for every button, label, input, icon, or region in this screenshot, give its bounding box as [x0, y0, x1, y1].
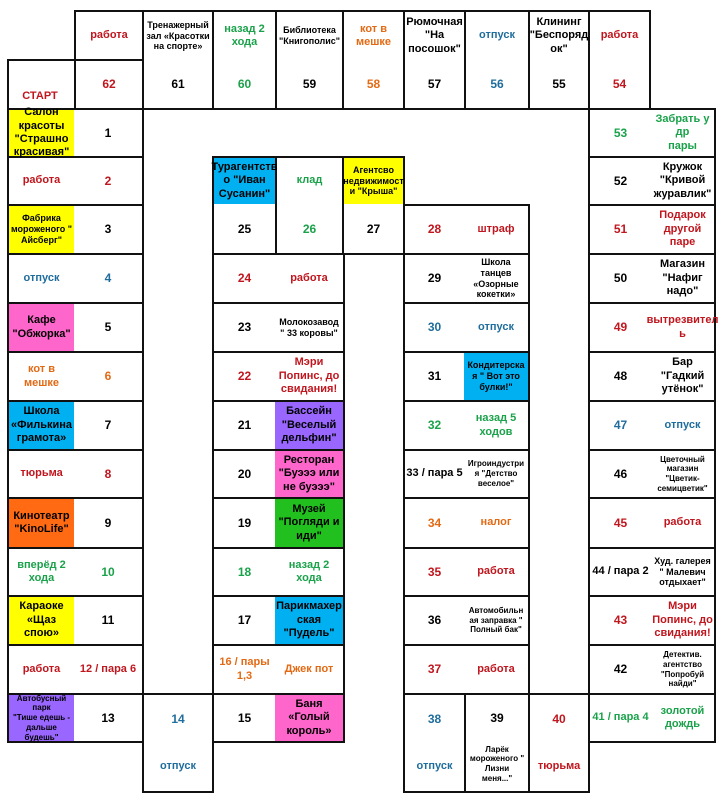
- cell-55-label: Клининг "Беспоряд ок": [529, 15, 589, 55]
- cell-10-number: 10: [101, 564, 115, 579]
- cell-44-number: 44 / пара 2: [592, 565, 649, 578]
- cell-58-number: 58: [366, 76, 381, 91]
- cell-44-label: Худ. галерея " Малевич отдыхает": [654, 555, 711, 588]
- cell-56-number: 56: [490, 76, 504, 91]
- cell-29-label: Школа танцев «Озорные кокетки»: [473, 256, 519, 300]
- cell-34-label: налог: [480, 516, 512, 529]
- cell-2-label: работа: [22, 174, 61, 187]
- cell-61-label: Тренажерный зал «Красотки на спорте»: [146, 19, 210, 52]
- cell-9-number: 9: [104, 515, 112, 530]
- cell-33-label: Игроиндустри я "Детство веселое": [467, 459, 525, 488]
- cell-49-number: 49: [613, 320, 628, 335]
- cell-48-label: Бар "Гадкий утёнок": [660, 356, 705, 396]
- cell-15-number: 15: [237, 710, 252, 725]
- cell-11-number: 11: [101, 613, 115, 628]
- cell-62-label: работа: [90, 29, 128, 42]
- cell-32-label: назад 5 ходов: [475, 412, 517, 438]
- cell-47-number: 47: [613, 418, 628, 433]
- cell-5-number: 5: [104, 320, 112, 335]
- cell-23-label: Молокозавод " 33 коровы": [279, 316, 339, 338]
- cell-23-number: 23: [237, 320, 252, 335]
- cell-46-number: 46: [613, 466, 628, 481]
- cell-56-label: отпуск: [479, 29, 515, 42]
- cell-24-label: работа: [290, 271, 328, 284]
- cell-59-label: Библиотека "Книгополис": [278, 25, 341, 46]
- cell-14-number: 14: [171, 711, 185, 726]
- cell-41-label: золотой дождь: [660, 704, 705, 730]
- cell-41-number: 41 / пара 4: [592, 711, 649, 724]
- cell-53-label: Забрать у др пары: [655, 112, 710, 152]
- cell-45-number: 45: [613, 515, 628, 530]
- cell-47-label: отпуск: [664, 418, 701, 431]
- cell-36-label: Автомобильн ая заправка " Полный бак": [468, 605, 524, 635]
- cell-17-label: Парикмахер ская "Пудель": [275, 597, 343, 644]
- cell-39-number: 39: [490, 710, 504, 725]
- cell-58-label: кот в мешке: [355, 22, 392, 48]
- cell-24-number: 24: [237, 271, 252, 286]
- cell-29-number: 29: [427, 271, 442, 286]
- cell-25-number: 25: [237, 222, 252, 237]
- cell-30-number: 30: [427, 320, 442, 335]
- cell-27-label: Агентсво недвижимост и "Крыша": [344, 158, 403, 204]
- cell-26-number: 26: [302, 222, 317, 237]
- cell-52-number: 52: [613, 173, 628, 188]
- cell-48-number: 48: [613, 369, 628, 384]
- cell-61-number: 61: [171, 76, 185, 91]
- cell-28-label: штраф: [477, 222, 515, 235]
- cell-60-label: назад 2 хода: [224, 22, 265, 48]
- cell-19-number: 19: [237, 515, 252, 530]
- cell-6-label: кот в мешке: [23, 363, 60, 389]
- cell-33-number: 33 / пара 5: [406, 467, 463, 480]
- cell-28-number: 28: [427, 222, 442, 237]
- cell-13-number: 13: [101, 710, 115, 725]
- cell-19-label: Музей "Погляди и иди": [275, 499, 343, 547]
- cell-21-label: Бассейн "Веселый дельфин": [275, 402, 343, 449]
- cell-6-number: 6: [104, 369, 112, 384]
- cell-40-number: 40: [552, 711, 566, 726]
- cell-11-label: Караоке «Щаз спою»: [9, 597, 74, 644]
- cell-1-number: 1: [104, 125, 112, 140]
- cell-26-label: клад: [296, 174, 323, 187]
- cell-49-label: вытрезвител ь: [646, 314, 719, 340]
- cell-34-number: 34: [427, 515, 442, 530]
- cell-51-label: Подарок другой паре: [659, 209, 706, 249]
- cell-57-label: Рюмочная "На посошок": [406, 15, 463, 55]
- cell-37-label: работа: [477, 662, 515, 675]
- cell-3-label: Фабрика мороженого " Айсберг": [9, 206, 74, 253]
- cell-16-number: 16 / пары 1,3: [219, 656, 270, 682]
- cell-31-label: Кондитерска я " Вот это булки!": [464, 353, 528, 400]
- cell-20-number: 20: [237, 466, 252, 481]
- cell-14-label: отпуск: [160, 760, 196, 773]
- cell-43-label: Мэри Попинс, до свидания!: [652, 600, 713, 640]
- cell-4-label: отпуск: [23, 271, 60, 284]
- cell-54-number: 54: [612, 76, 627, 91]
- cell-38-number: 38: [427, 711, 442, 726]
- cell-8-number: 8: [104, 466, 112, 481]
- cell-59-number: 59: [302, 76, 317, 91]
- cell-5-label: Кафе "Обжорка": [9, 304, 74, 351]
- cell-37-number: 37: [427, 662, 442, 677]
- cell-30-label: отпуск: [478, 320, 514, 333]
- cell-15-label: Баня «Голый король»: [275, 695, 343, 741]
- start-label: СТАРТ: [22, 90, 58, 103]
- cell-42-label: Детектив. агентство "Попробуй найди": [660, 650, 705, 689]
- cell-45-label: работа: [663, 516, 702, 529]
- cell-22-number: 22: [237, 369, 252, 384]
- cell-22-label: Мэри Попинс, до свидания!: [278, 356, 340, 396]
- cell-7-label: Школа «Филькина грамота»: [9, 402, 74, 449]
- cell-60-number: 60: [237, 76, 252, 91]
- cell-4-number: 4: [104, 271, 112, 286]
- cell-27-number: 27: [366, 222, 381, 237]
- cell-35-label: работа: [477, 565, 515, 578]
- cell-31-number: 31: [427, 369, 442, 384]
- cell-10-label: вперёд 2 хода: [17, 558, 66, 584]
- cell-7-number: 7: [104, 418, 112, 433]
- cell-55-number: 55: [552, 76, 566, 91]
- cell-53-number: 53: [613, 125, 628, 140]
- cell-57-number: 57: [427, 76, 442, 91]
- cell-20-label: Ресторан "Буэээ или не буэээ": [275, 451, 343, 497]
- cell-46-label: Цветочный магазин "Цветик- семицветик": [657, 454, 708, 493]
- cell-36-number: 36: [427, 613, 442, 628]
- cell-50-number: 50: [613, 271, 628, 286]
- cell-12-number: 12 / пара 6: [79, 662, 137, 675]
- cell-38-label: отпуск: [416, 760, 453, 773]
- cell-51-number: 51: [613, 222, 628, 237]
- cell-18-label: назад 2 хода: [288, 558, 330, 584]
- cell-18-number: 18: [237, 564, 252, 579]
- cell-42-number: 42: [613, 662, 628, 677]
- cell-12-label: работа: [22, 662, 61, 675]
- cell-62-number: 62: [102, 76, 116, 91]
- cell-43-number: 43: [613, 613, 628, 628]
- cell-54-label: работа: [600, 29, 639, 42]
- cell-16-label: Джек пот: [284, 662, 334, 675]
- cell-9-label: Кинотеатр "KinoLife": [9, 499, 74, 547]
- cell-40-label: тюрьма: [537, 760, 581, 773]
- cell-1-label: Салон красоты "Страшно красивая": [9, 110, 74, 156]
- cell-25-label: Турагентств о "Иван Сусанин": [214, 158, 275, 204]
- cell-13-label: Автобусный парк "Тише едешь - дальше будешь": [9, 695, 74, 741]
- cell-3-number: 3: [104, 222, 112, 237]
- cell-8-label: тюрьма: [20, 467, 63, 480]
- cell-17-number: 17: [237, 613, 252, 628]
- cell-50-label: Магазин "Нафиг надо": [659, 258, 706, 298]
- cell-35-number: 35: [427, 564, 442, 579]
- cell-2-number: 2: [104, 173, 112, 188]
- cell-21-number: 21: [237, 418, 252, 433]
- cell-52-label: Кружок "Кривой журавлик": [653, 160, 712, 200]
- cell-39-label: Ларёк мороженого " Лизни меня...": [469, 744, 525, 783]
- cell-32-number: 32: [427, 418, 442, 433]
